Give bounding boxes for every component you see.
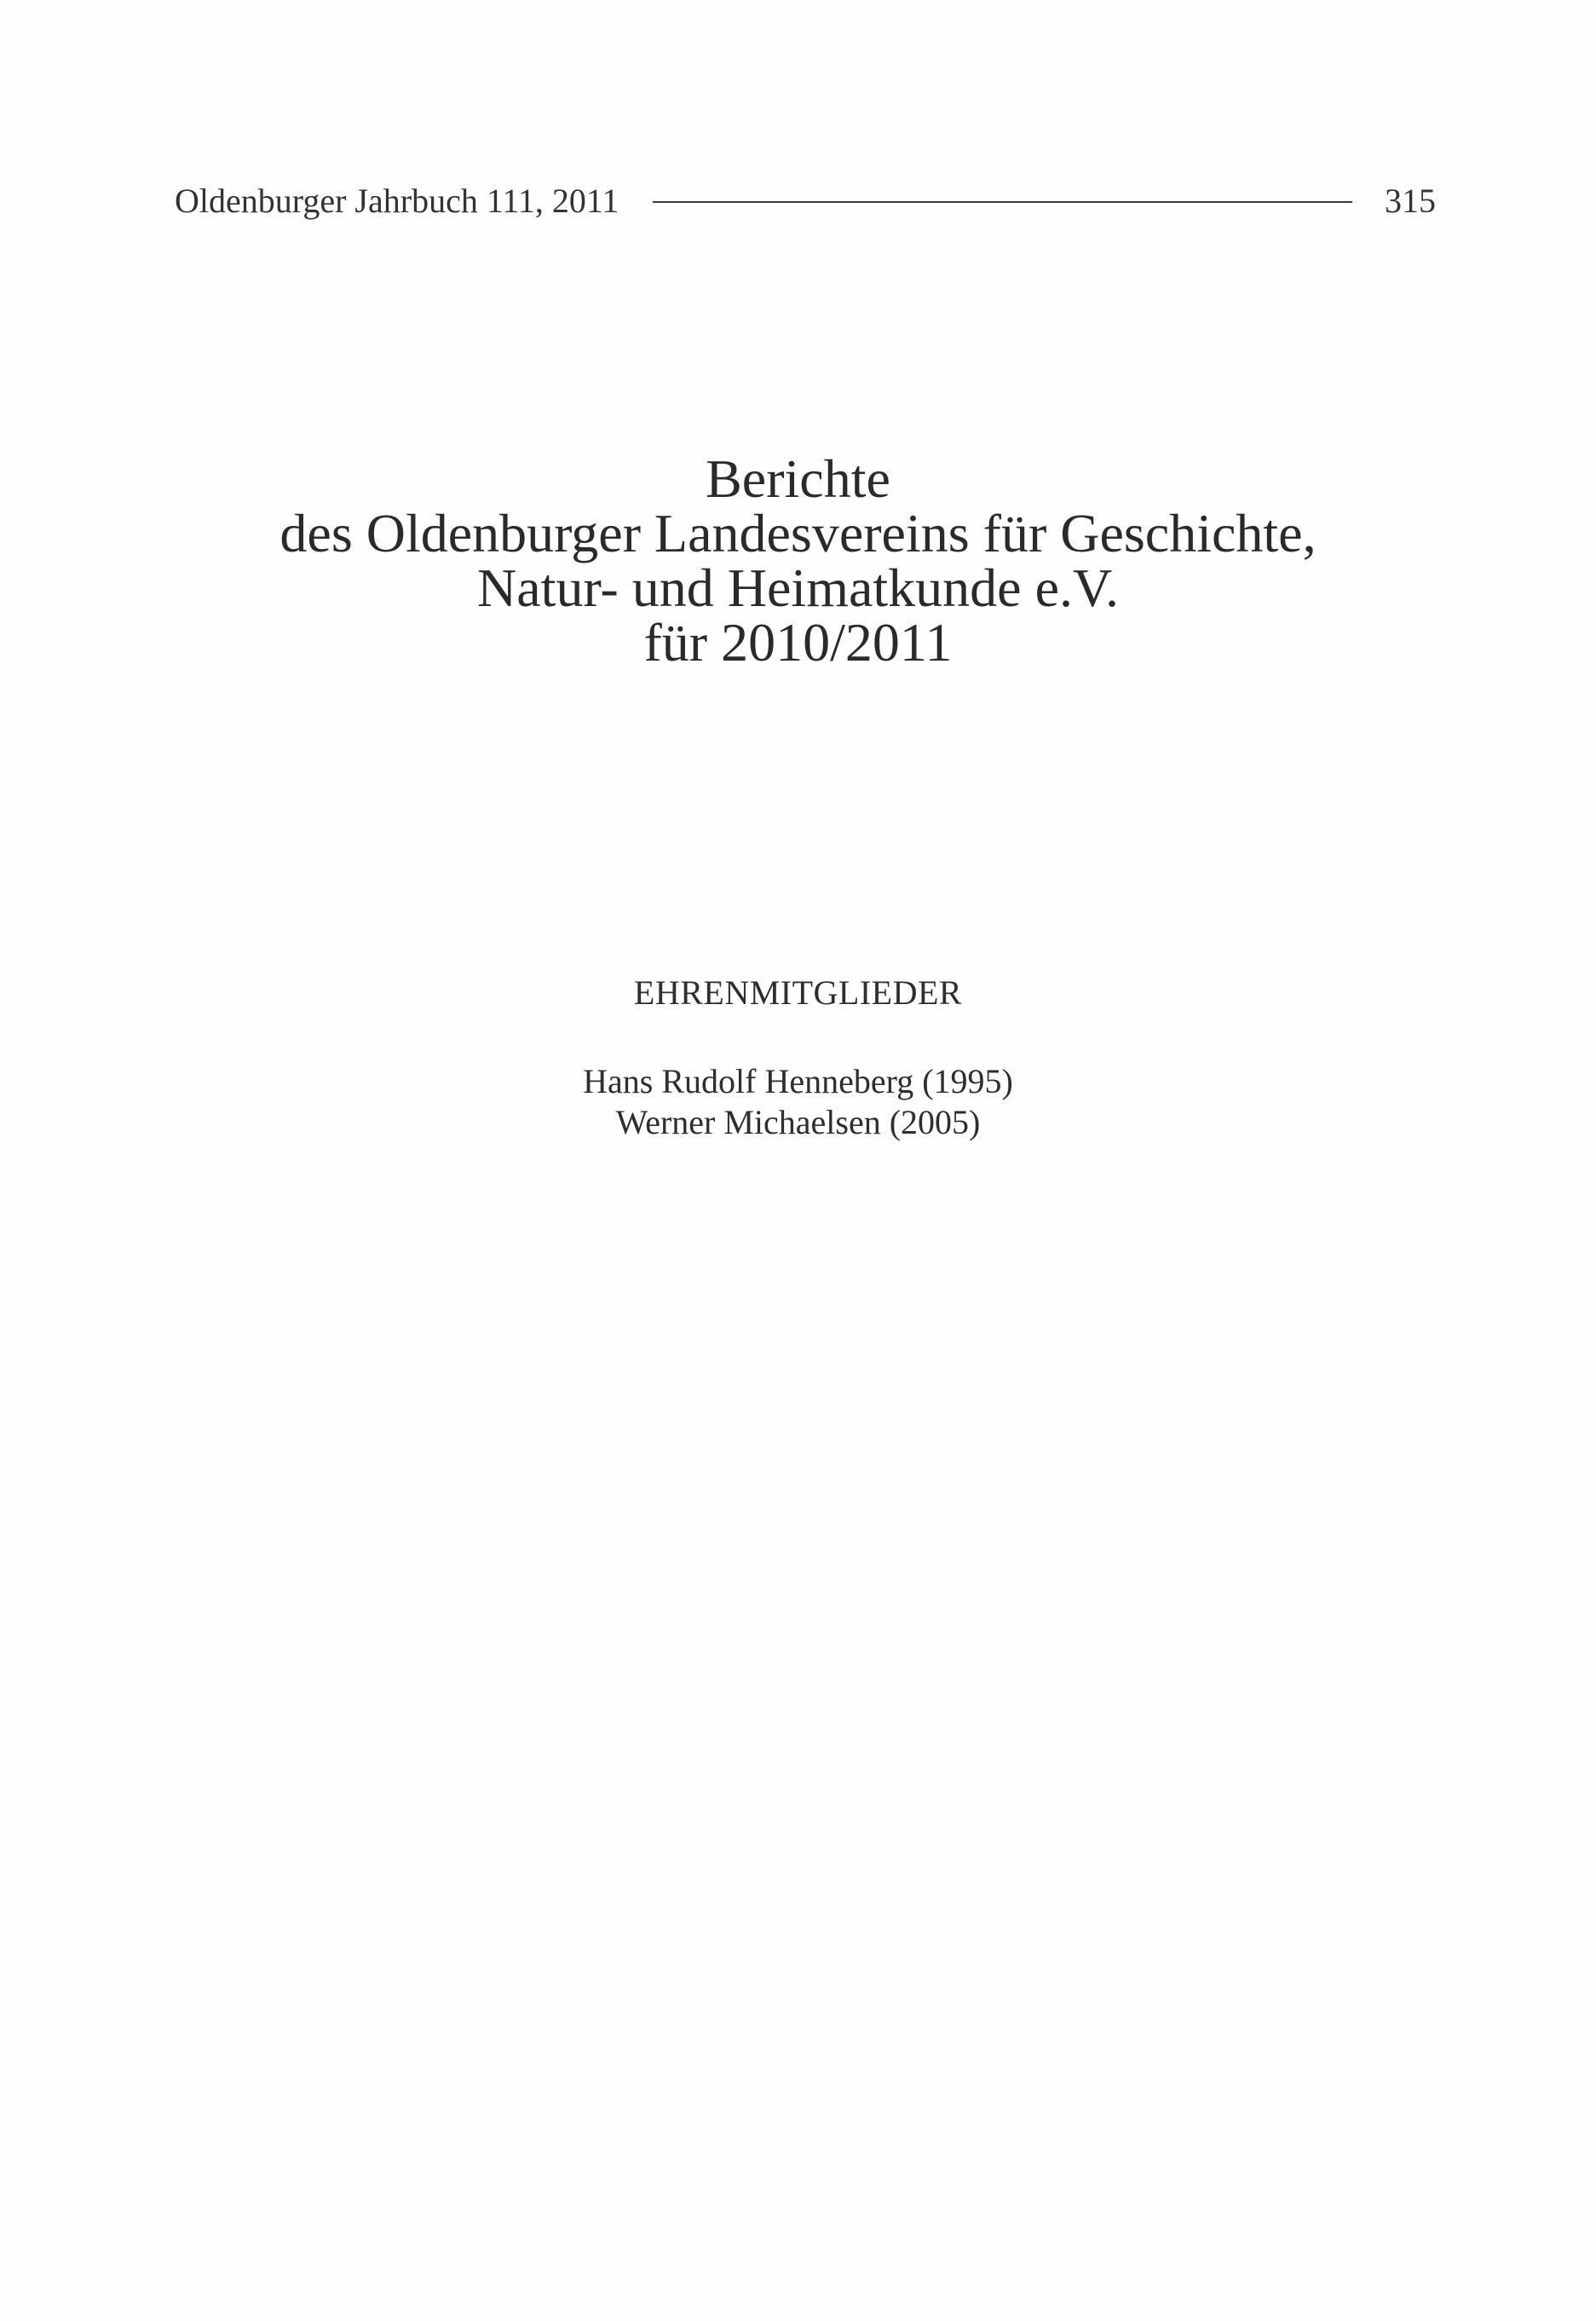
title-line: Natur- und Heimatkunde e.V.	[477, 557, 1119, 618]
honorary-members-section	[0, 967, 1596, 1143]
running-head	[175, 175, 1436, 226]
title-line: des Oldenburger Landesvereins für Geschichte,	[279, 503, 1317, 563]
member-entry: Werner Michaelsen (2005)	[615, 1103, 981, 1141]
member-list	[0, 1061, 1596, 1143]
member-entry: Hans Rudolf Henneberg (1995)	[583, 1062, 1013, 1100]
journal-title: Oldenburger Jahrbuch 111, 2011	[175, 181, 619, 220]
page-number: 315	[1385, 181, 1436, 220]
section-heading: EHRENMITGLIEDER	[633, 973, 963, 1012]
title-line: Berichte	[706, 448, 890, 509]
header-rule	[653, 201, 1352, 203]
report-title	[0, 448, 1596, 673]
title-line: für 2010/2011	[643, 612, 953, 673]
